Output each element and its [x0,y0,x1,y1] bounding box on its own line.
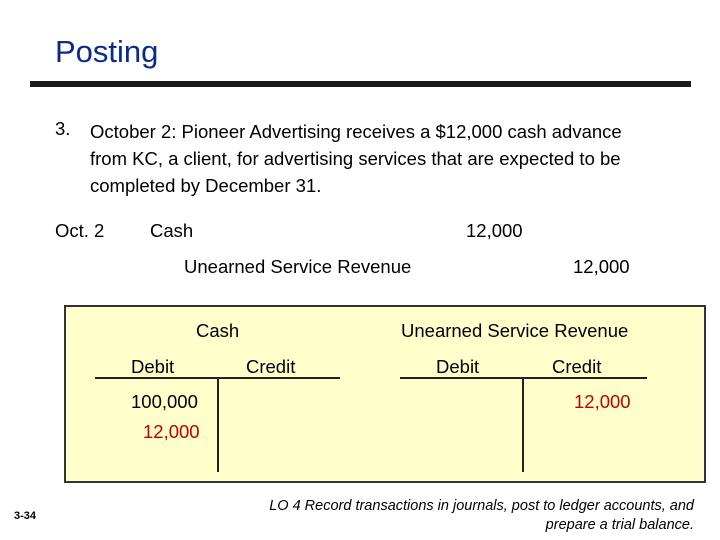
transaction-description: October 2: Pioneer Advertising receives a $12,000 cash advance from KC, a client, for advertising services that are expected to be completed by December 31. [90,121,622,196]
slide-title: Posting [55,34,159,69]
journal-debit-amount: 12,000 [466,220,523,241]
item-number: 3. [55,118,71,139]
t-account-cash-posted-entry: 12,000 [143,421,200,442]
learning-objective: LO 4 Record transactions in journals, post to ledger accounts, and prepare a trial balance. [269,498,694,533]
journal-debit-account: Cash [150,220,194,241]
journal-credit-amount: 12,000 [573,256,630,277]
journal-date: Oct. 2 [55,220,105,241]
t-account-cash-divider [217,377,219,472]
title-divider [30,81,691,87]
t-account-cash-debit-label: Debit [131,356,175,377]
slide-number: 3-34 [14,510,37,522]
t-account-unearned-posted-entry: 12,000 [574,391,631,412]
t-account-unearned-debit-label: Debit [436,356,480,377]
t-account-title-unearned-revenue: Unearned Service Revenue [401,320,629,341]
t-account-cash-credit-label: Credit [246,356,296,377]
journal-credit-account: Unearned Service Revenue [184,256,412,277]
t-account-unearned-divider [522,377,524,472]
t-account-title-cash: Cash [196,320,240,341]
t-account-unearned-credit-label: Credit [552,356,602,377]
t-account-cash-debit-entry: 100,000 [131,391,198,412]
